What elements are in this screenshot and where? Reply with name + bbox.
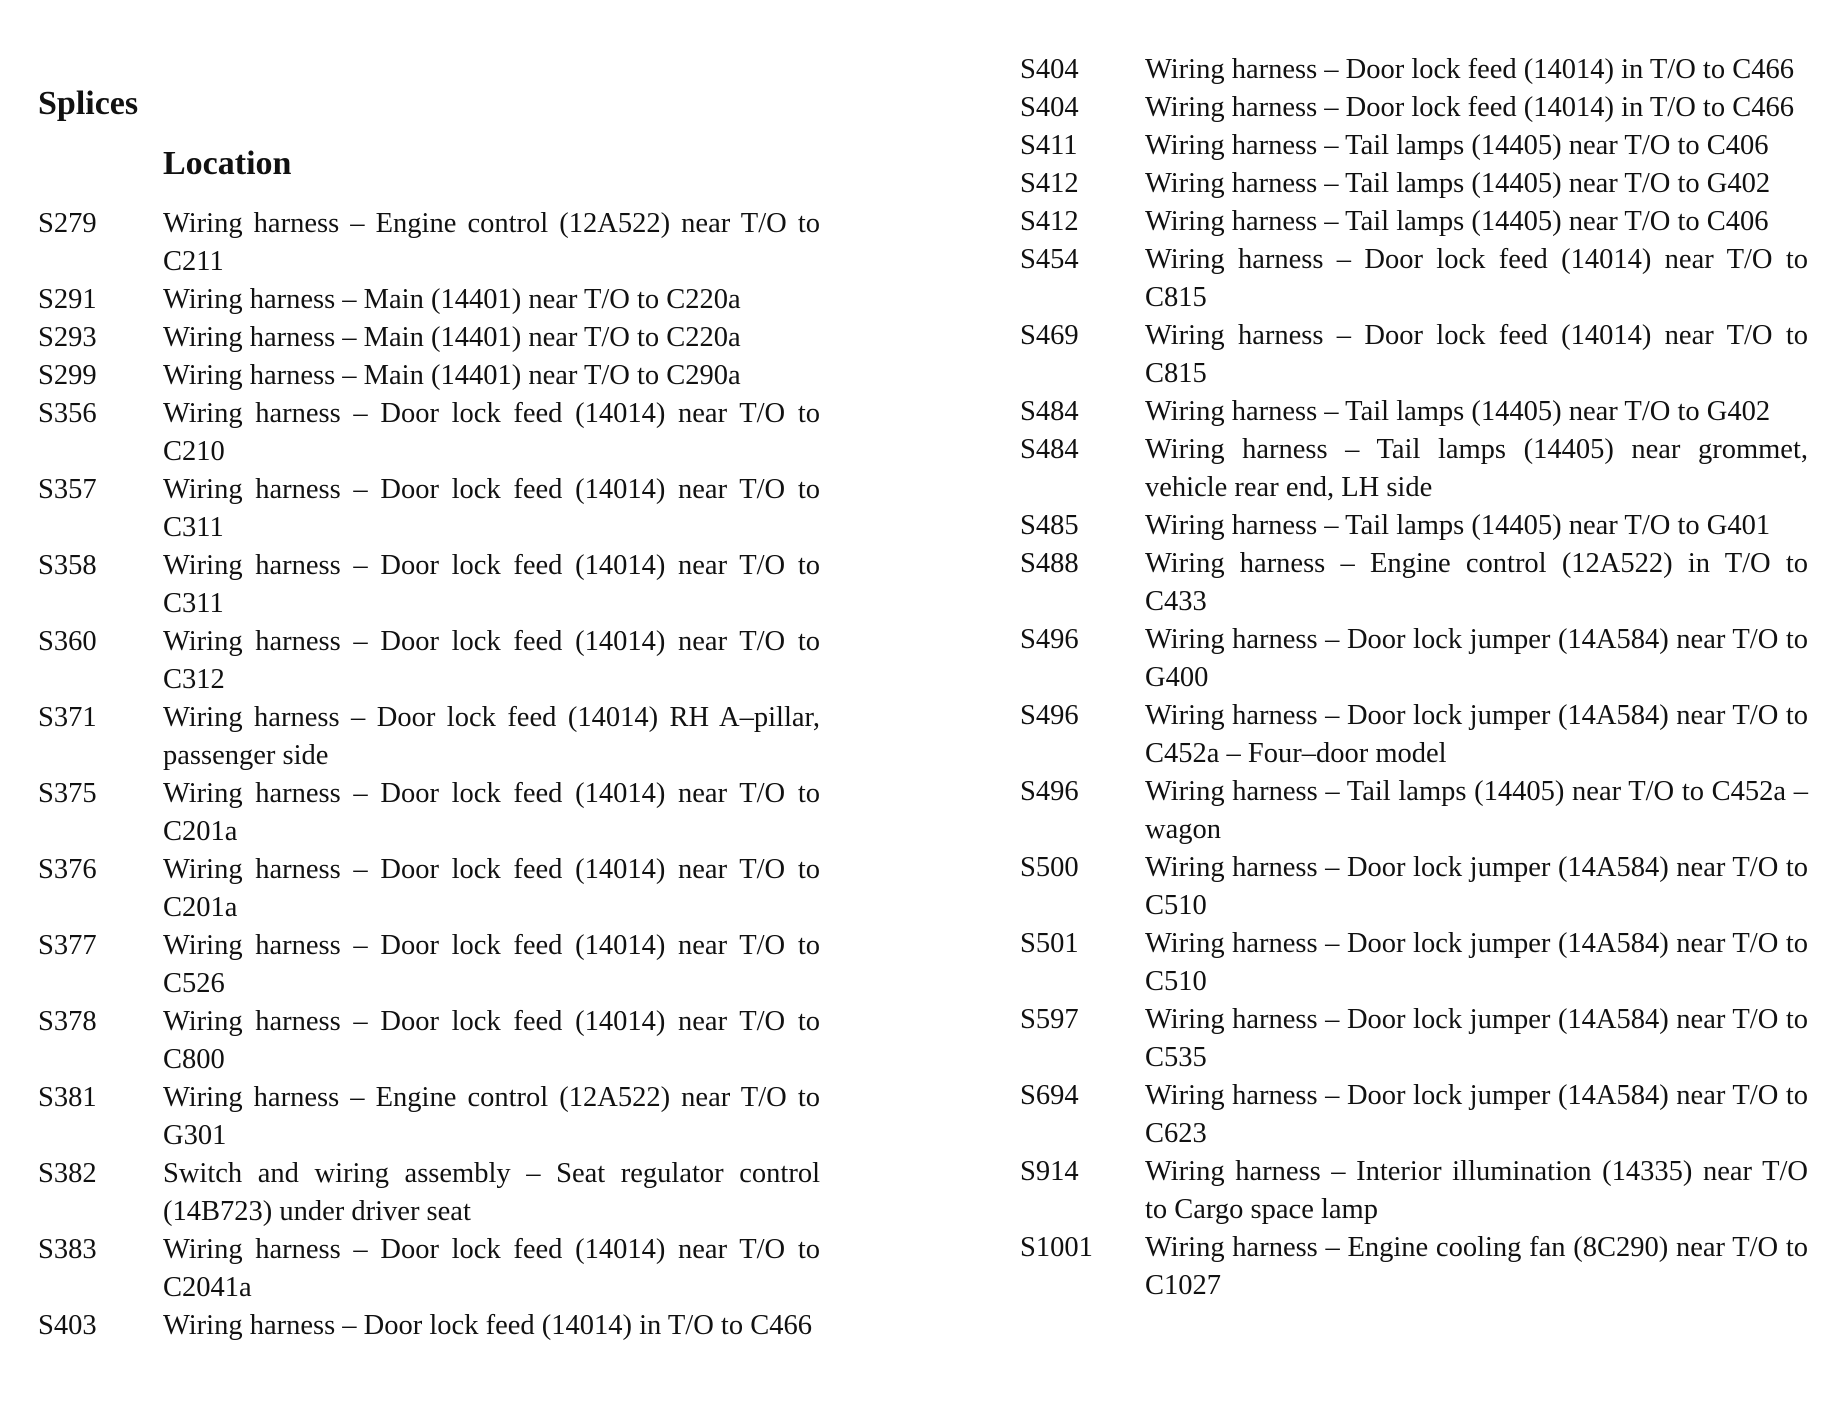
splice-location: Wiring harness – Main (14401) near T/O to C220a: [163, 322, 741, 353]
splice-location: Wiring harness – Door lock jumper (14A584) near T/O to C535: [1145, 1004, 1808, 1073]
splice-location: Wiring harness – Door lock jumper (14A584) near T/O to C510: [1145, 928, 1808, 997]
splice-location: Wiring harness – Door lock feed (14014) near T/O to C815: [1145, 320, 1808, 389]
splice-row: [38, 1231, 820, 1307]
splice-row: [38, 699, 820, 775]
splice-location: Wiring harness – Door lock jumper (14A584) near T/O to C452a – Four–door model: [1145, 700, 1808, 769]
splice-row: [1020, 393, 1808, 431]
splice-location: Wiring harness – Door lock jumper (14A584) near T/O to G400: [1145, 624, 1808, 693]
splice-code: S914: [1020, 1156, 1079, 1187]
splice-location: Wiring harness – Engine cooling fan (8C290) near T/O to C1027: [1145, 1232, 1808, 1301]
splice-code: S358: [38, 550, 97, 581]
splice-location: Wiring harness – Main (14401) near T/O to C290a: [163, 360, 741, 391]
splice-row: [1020, 165, 1808, 203]
splice-location: Wiring harness – Tail lamps (14405) near T/O to G402: [1145, 168, 1771, 199]
splice-code: S377: [38, 930, 97, 961]
splice-code: S412: [1020, 168, 1079, 199]
splice-location: Wiring harness – Door lock feed (14014) near T/O to C201a: [163, 854, 820, 923]
splice-location: Wiring harness – Tail lamps (14405) near T/O to C406: [1145, 206, 1769, 237]
splice-row: [1020, 925, 1808, 1001]
splice-location: Wiring harness – Tail lamps (14405) near T/O to G401: [1145, 510, 1771, 541]
splice-row: [1020, 317, 1808, 393]
splice-code: S279: [38, 208, 97, 239]
splice-location: Wiring harness – Engine control (12A522) near T/O to G301: [163, 1082, 820, 1151]
splice-code: S501: [1020, 928, 1079, 959]
splice-code: S299: [38, 360, 97, 391]
splice-location: Wiring harness – Tail lamps (14405) near grommet, vehicle rear end, LH side: [1145, 434, 1808, 503]
splice-code: S454: [1020, 244, 1079, 275]
splice-location: Wiring harness – Door lock feed (14014) near T/O to C312: [163, 626, 820, 695]
splice-row: [38, 1079, 820, 1155]
splice-row: [38, 1307, 820, 1345]
splice-row: [38, 851, 820, 927]
splice-location: Wiring harness – Engine control (12A522) near T/O to C211: [163, 208, 820, 277]
splice-code: S1001: [1020, 1232, 1093, 1263]
splice-code: S496: [1020, 776, 1079, 807]
splice-code: S357: [38, 474, 97, 505]
splice-location: Wiring harness – Tail lamps (14405) near T/O to C406: [1145, 130, 1769, 161]
splice-code: S403: [38, 1310, 97, 1341]
splice-row: [38, 775, 820, 851]
splice-location: Wiring harness – Door lock feed (14014) near T/O to C210: [163, 398, 820, 467]
splice-code: S469: [1020, 320, 1079, 351]
splice-row: [1020, 51, 1808, 89]
splice-row: [1020, 89, 1808, 127]
splice-location: Wiring harness – Interior illumination (14335) near T/O to Cargo space lamp: [1145, 1156, 1808, 1225]
splice-row: [38, 281, 820, 319]
splice-row: [1020, 849, 1808, 925]
splice-location: Wiring harness – Door lock jumper (14A584) near T/O to C510: [1145, 852, 1808, 921]
splice-row: [1020, 127, 1808, 165]
splice-location: Wiring harness – Door lock feed (14014) near T/O to C815: [1145, 244, 1808, 313]
splice-code: S404: [1020, 54, 1079, 85]
splice-row: [1020, 507, 1808, 545]
splice-row: [1020, 431, 1808, 507]
splice-code: S383: [38, 1234, 97, 1265]
splice-location: Wiring harness – Door lock jumper (14A584) near T/O to C623: [1145, 1080, 1808, 1149]
splice-location: Wiring harness – Door lock feed (14014) in T/O to C466: [1145, 54, 1794, 85]
splice-code: S411: [1020, 130, 1078, 161]
splice-row: [1020, 241, 1808, 317]
splice-row: [1020, 1229, 1808, 1305]
splice-location: Wiring harness – Door lock feed (14014) RH A–pillar, passenger side: [163, 702, 820, 771]
splice-row: [38, 395, 820, 471]
splice-code: S371: [38, 702, 97, 733]
splice-code: S381: [38, 1082, 97, 1113]
location-column-heading: Location: [163, 145, 292, 182]
splice-location: Wiring harness – Door lock feed (14014) in T/O to C466: [163, 1310, 812, 1341]
page-title: Splices: [38, 85, 139, 122]
splice-location: Wiring harness – Door lock feed (14014) near T/O to C800: [163, 1006, 820, 1075]
splice-location: Wiring harness – Door lock feed (14014) near T/O to C311: [163, 474, 820, 543]
splice-code: S293: [38, 322, 97, 353]
splice-row: [1020, 697, 1808, 773]
splice-location: Switch and wiring assembly – Seat regulator control (14B723) under driver seat: [163, 1158, 820, 1227]
splice-row: [1020, 773, 1808, 849]
splice-code: S412: [1020, 206, 1079, 237]
splice-code: S694: [1020, 1080, 1079, 1111]
splice-code: S360: [38, 626, 97, 657]
splice-location: Wiring harness – Door lock feed (14014) near T/O to C526: [163, 930, 820, 999]
splice-code: S375: [38, 778, 97, 809]
splice-row: [38, 623, 820, 699]
splice-code: S376: [38, 854, 97, 885]
splice-code: S484: [1020, 434, 1079, 465]
splice-code: S488: [1020, 548, 1079, 579]
splice-row: [38, 205, 820, 281]
splice-row: [38, 319, 820, 357]
splice-location: Wiring harness – Door lock feed (14014) near T/O to C201a: [163, 778, 820, 847]
splice-location: Wiring harness – Tail lamps (14405) near T/O to G402: [1145, 396, 1771, 427]
splice-code: S356: [38, 398, 97, 429]
splice-list-left: [38, 205, 820, 1345]
splice-code: S382: [38, 1158, 97, 1189]
splice-list-right: [1020, 51, 1808, 1305]
splice-row: [38, 1155, 820, 1231]
splice-row: [1020, 203, 1808, 241]
splice-code: S485: [1020, 510, 1079, 541]
splice-location: Wiring harness – Door lock feed (14014) near T/O to C2041a: [163, 1234, 820, 1303]
splice-row: [1020, 1077, 1808, 1153]
splice-location: Wiring harness – Tail lamps (14405) near T/O to C452a – wagon: [1145, 776, 1808, 845]
splice-code: S378: [38, 1006, 97, 1037]
splice-row: [38, 547, 820, 623]
splice-location: Wiring harness – Door lock feed (14014) near T/O to C311: [163, 550, 820, 619]
splice-location: Wiring harness – Engine control (12A522) in T/O to C433: [1145, 548, 1808, 617]
splice-code: S404: [1020, 92, 1079, 123]
splice-row: [38, 471, 820, 547]
splice-code: S484: [1020, 396, 1079, 427]
splice-row: [38, 1003, 820, 1079]
splice-row: [38, 357, 820, 395]
splice-code: S500: [1020, 852, 1079, 883]
splice-location: Wiring harness – Main (14401) near T/O to C220a: [163, 284, 741, 315]
splice-code: S496: [1020, 624, 1079, 655]
splice-code: S291: [38, 284, 97, 315]
splice-row: [1020, 621, 1808, 697]
splice-code: S597: [1020, 1004, 1079, 1035]
splice-location: Wiring harness – Door lock feed (14014) in T/O to C466: [1145, 92, 1794, 123]
splice-row: [1020, 545, 1808, 621]
splice-code: S496: [1020, 700, 1079, 731]
splice-row: [1020, 1001, 1808, 1077]
splice-row: [1020, 1153, 1808, 1229]
splice-row: [38, 927, 820, 1003]
